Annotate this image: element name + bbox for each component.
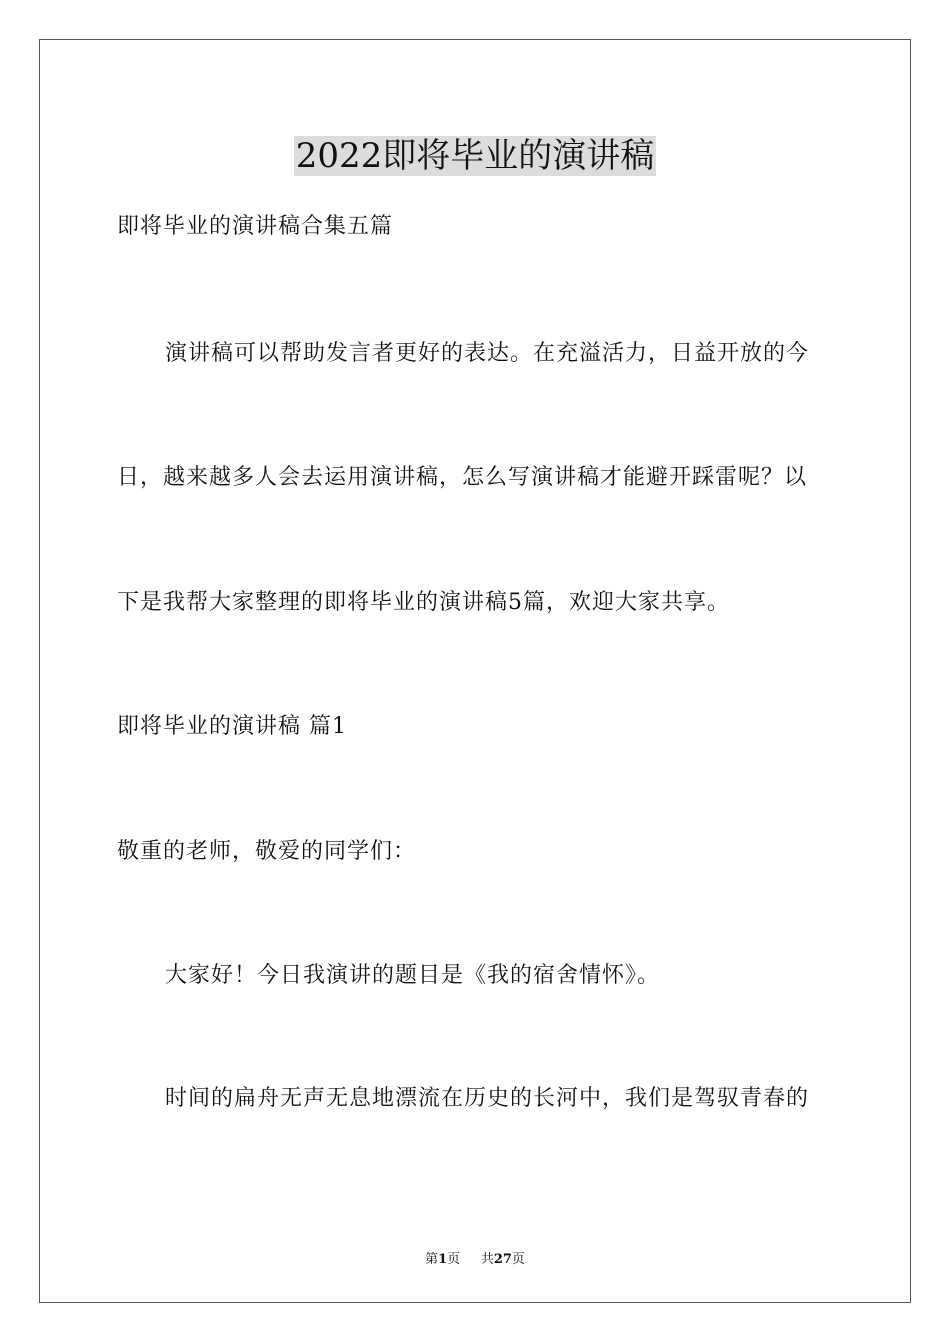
salutation-line: 敬重的老师，敬爱的同学们： [117,839,417,864]
page-footer [0,1248,950,1267]
document-title: 2022即将毕业的演讲稿 [295,136,655,176]
footer-page-prefix: 第 [425,1252,439,1267]
footer-total-prefix: 共 [480,1252,494,1267]
paragraph-line: 演讲稿可以帮助发言者更好的表达。在充溢活力，日益开放的今 [165,341,810,366]
section-heading: 即将毕业的演讲稿 篇1 [117,714,347,739]
document-title-wrapper [0,128,950,177]
subtitle-line: 即将毕业的演讲稿合集五篇 [117,214,394,239]
paragraph-line: 下是我帮大家整理的即将毕业的演讲稿5篇，欢迎大家共享。 [117,590,730,615]
footer-total-pages: 27 [493,1252,512,1267]
paragraph-line: 时间的扁舟无声无息地漂流在历史的长河中，我们是驾驭青春的 [165,1086,810,1111]
paragraph-line: 大家好！今日我演讲的题目是《我的宿舍情怀》。 [165,963,661,988]
footer-page-number: 1 [438,1252,448,1267]
paragraph-line: 日，越来越多人会去运用演讲稿，怎么写演讲稿才能避开踩雷呢？以 [117,465,808,490]
footer-page-suffix: 页 [447,1252,461,1267]
footer-total-suffix: 页 [511,1252,525,1267]
